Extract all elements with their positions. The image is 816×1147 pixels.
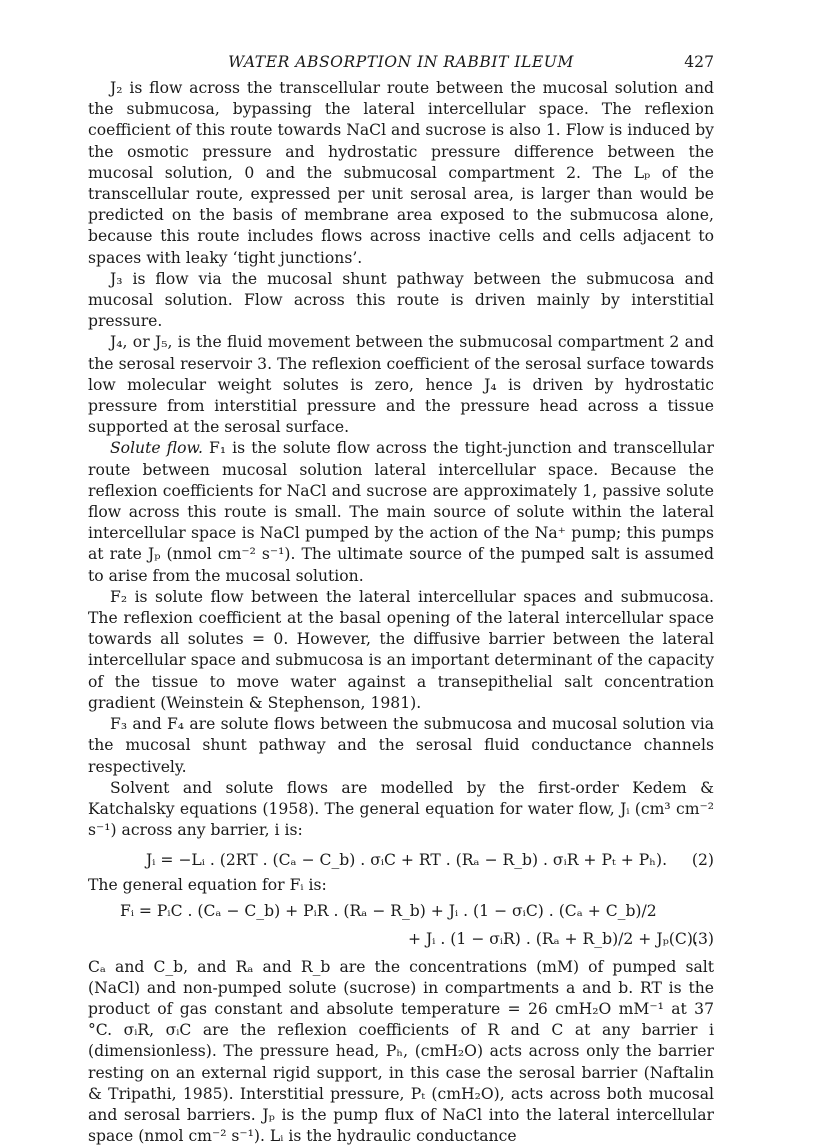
equation-3-body-line-1: Fᵢ = PᵢC . (Cₐ − C_b) + PᵢR . (Rₐ − R_b) + Jᵢ . (1 − σᵢC) . (Cₐ + C_b)/2	[120, 901, 657, 920]
equation-2	[88, 845, 714, 875]
paragraph-kedem-katchalsky: Solvent and solute flows are modelled by the first-order Kedem & Katchalsky equations (1958). The general equation for water flow, Jᵢ (cm³ cm⁻² s⁻¹) across any barrier, i is:	[88, 778, 714, 840]
article-page	[88, 52, 714, 1147]
equation-3-number: (3)	[691, 929, 714, 948]
equation-2-number: (2)	[691, 851, 714, 870]
paragraph-j4: J₄, or J₅, is the fluid movement between the submucosal compartment 2 and the serosal reservoir 3. The reflexion coefficient of the serosal surface towards low molecular weight solutes is zero, hence J₄ is driven by hydrostatic pressure from interstitial pressure and the pressure head across a tissue supported at the serosal surface.	[88, 333, 714, 437]
equation-2-body: Jᵢ = −Lᵢ . (2RT . (Cₐ − C_b) . σᵢC + RT . (Rₐ − R_b) . σᵢR + Pₜ + Pₕ).	[146, 851, 668, 870]
running-header	[88, 52, 714, 76]
solute-flow-heading: Solute flow.	[110, 439, 203, 458]
paragraph-general-fi: The general equation for Fᵢ is:	[88, 876, 327, 895]
paragraph-f3-f4: F₃ and F₄ are solute flows between the submucosa and mucosal solution via the mucosal shunt pathway and the serosal fluid conductance channels respectively.	[88, 715, 714, 776]
page-number: 427	[684, 53, 714, 71]
equation-3-line-2	[88, 925, 714, 953]
paragraph-f2: F₂ is solute flow between the lateral intercellular spaces and submucosa. The reflexion coefficient at the basal opening of the lateral intercellular space towards all solutes = 0. However, the diffusive barrier between the lateral intercellular space and submucosa is an important determinant of the capacity of the tissue to move water against a transepithelial salt concentration gradient (Weinstein & Stephenson, 1981).	[88, 587, 714, 712]
running-title: WATER ABSORPTION IN RABBIT ILEUM	[228, 53, 574, 71]
paragraph-definitions: Cₐ and C_b, and Rₐ and R_b are the concentrations (mM) of pumped salt (NaCl) and non-pumped solute (sucrose) in compartments a and b. RT is the product of gas constant and absolute temperature = 26 cmH₂O mM⁻¹ at 37 °C. σᵢR, σᵢC are the reflexion coefficients of R and C at any barrier i (dimensionless). The pressure head, Pₕ, (cmH₂O) acts across only the barrier resting on an external rigid support, in this case the serosal barrier (Naftalin & Tripathi, 1985). Interstitial pressure, Pₜ (cmH₂O), acts across both mucosal and serosal barriers. Jₚ is the pump flux of NaCl into the lateral intercellular space (nmol cm⁻² s⁻¹). Lᵢ is the hydraulic conductance	[88, 957, 714, 1146]
paragraph-j2: J₂ is flow across the transcellular route between the mucosal solution and the submucosa, bypassing the lateral intercellular space. The reflexion coefficient of this route towards NaCl and sucrose is also 1. Flow is induced by the osmotic pressure and hydrostatic pressure difference between the mucosal solution, 0 and the submucosal compartment 2. The Lₚ of the transcellular route, expressed per unit serosal area, is larger than would be predicted on the basis of membrane area exposed to the submucosa alone, because this route includes flows across inactive cells and cells adjacent to spaces with leaky ‘tight junctions’.	[88, 79, 714, 267]
solute-flow-text: F₁ is the solute flow across the tight-junction and transcellular route between mucosal solution lateral intercellular space. Because the reflexion coefficients for NaCl and sucrose are approximately 1, passive solute flow across this route is small. The main source of solute within the lateral intercellular space is NaCl pumped by the action of the Na⁺ pump; this pumps at rate Jₚ (nmol cm⁻² s⁻¹). The ultimate source of the pumped salt is assumed to arise from the mucosal solution.	[88, 439, 714, 585]
paragraph-solute-flow	[88, 438, 714, 586]
equation-3-line-1	[88, 897, 714, 925]
equation-3-body-line-2: + Jᵢ . (1 − σᵢR) . (Rₐ + R_b)/2 + Jₚ(C).	[408, 929, 698, 948]
paragraph-j3: J₃ is flow via the mucosal shunt pathway between the submucosa and mucosal solution. Flow across this route is driven mainly by interstitial pressure.	[88, 269, 714, 331]
